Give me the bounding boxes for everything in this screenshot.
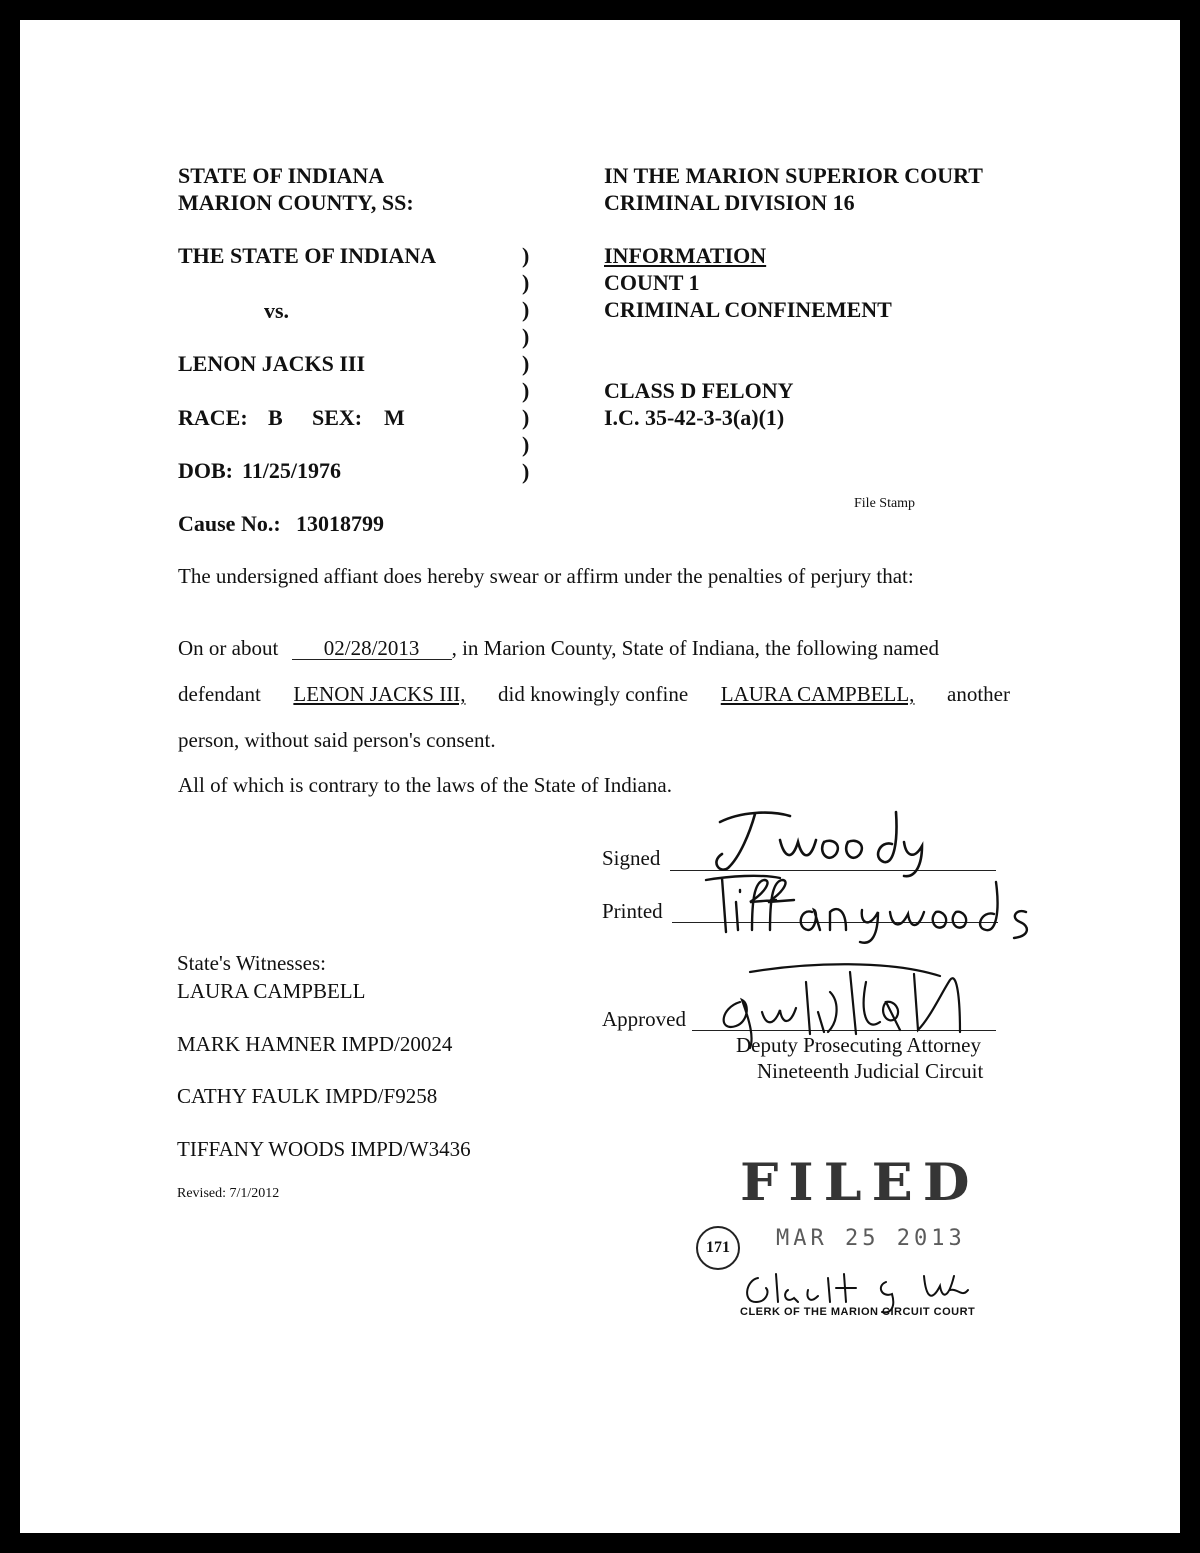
- approved-label: Approved: [602, 1007, 686, 1031]
- witness-item: TIFFANY WOODS IMPD/W3436: [177, 1137, 471, 1161]
- oath-statement: The undersigned affiant does hereby swear or affirm under the penalties of perjury that:: [178, 564, 914, 588]
- county-heading: MARION COUNTY, SS:: [178, 190, 414, 215]
- witnesses-heading: State's Witnesses:: [177, 951, 326, 975]
- race-label: RACE:: [178, 405, 248, 430]
- text-defendant: defendant: [178, 682, 261, 706]
- caption-paren: ): [522, 459, 530, 484]
- printed-handwriting: [700, 872, 1040, 942]
- revised-note: Revised: 7/1/2012: [177, 1186, 280, 1201]
- paragraph-line-2: [178, 681, 1010, 707]
- text-in-marion-county: , in Marion County, State of Indiana, the following named: [451, 636, 939, 660]
- paragraph-line-3: person, without said person's consent.: [178, 728, 496, 752]
- filed-stamp: FILED: [740, 1151, 980, 1213]
- offense-date: 02/28/2013: [292, 637, 452, 660]
- cause-number: 13018799: [296, 511, 384, 536]
- information-title: INFORMATION: [604, 243, 767, 268]
- witness-item: LAURA CAMPBELL: [177, 979, 366, 1003]
- paragraph-line-1: [178, 635, 939, 661]
- count-label: COUNT 1: [604, 270, 700, 295]
- caption-paren: ): [522, 243, 530, 268]
- plaintiff-name: THE STATE OF INDIANA: [178, 243, 437, 268]
- circuit-title: Nineteenth Judicial Circuit: [757, 1059, 984, 1083]
- defendant-underlined: LENON JACKS III,: [293, 682, 466, 706]
- clerk-stamp-text: CLERK OF THE MARION CIRCUIT COURT: [740, 1306, 976, 1318]
- dob-value: 11/25/1976: [242, 458, 342, 483]
- felony-class: CLASS D FELONY: [604, 378, 794, 403]
- deputy-title: Deputy Prosecuting Attorney: [736, 1033, 981, 1057]
- caption-paren: ): [522, 270, 530, 295]
- division-heading: CRIMINAL DIVISION 16: [604, 190, 855, 215]
- dob-label: DOB:: [178, 458, 233, 483]
- signed-label: Signed: [602, 846, 661, 870]
- file-stamp-label: File Stamp: [854, 496, 916, 511]
- caption-paren: ): [522, 297, 530, 322]
- race-value: B: [268, 405, 283, 430]
- witness-item: CATHY FAULK IMPD/F9258: [177, 1084, 438, 1108]
- sex-value: M: [384, 405, 405, 430]
- stamp-date: MAR 25 2013: [776, 1226, 966, 1251]
- offense-name: CRIMINAL CONFINEMENT: [604, 297, 892, 322]
- versus-label: vs.: [264, 298, 290, 323]
- court-heading: IN THE MARION SUPERIOR COURT: [604, 163, 983, 188]
- caption-paren: ): [522, 405, 530, 430]
- caption-paren: ): [522, 378, 530, 403]
- victim-underlined: LAURA CAMPBELL,: [720, 682, 915, 706]
- document-page: [20, 20, 1180, 1533]
- cause-label: Cause No.:: [178, 511, 281, 536]
- text-did-knowingly-confine: did knowingly confine: [498, 682, 689, 706]
- sex-label: SEX:: [312, 405, 363, 430]
- defendant-name: LENON JACKS III: [178, 351, 366, 376]
- stamp-circle-code: 171: [696, 1226, 740, 1270]
- caption-paren: ): [522, 432, 530, 457]
- signed-handwriting: [700, 802, 940, 882]
- text-another: another: [947, 682, 1010, 706]
- text-on-or-about: On or about: [178, 636, 279, 660]
- witness-item: MARK HAMNER IMPD/20024: [177, 1032, 453, 1056]
- state-heading: STATE OF INDIANA: [178, 163, 385, 188]
- printed-label: Printed: [602, 899, 663, 923]
- statute-code: I.C. 35-42-3-3(a)(1): [604, 405, 785, 430]
- contrary-statement: All of which is contrary to the laws of the State of Indiana.: [178, 773, 672, 797]
- caption-paren: ): [522, 324, 530, 349]
- caption-paren: ): [522, 351, 530, 376]
